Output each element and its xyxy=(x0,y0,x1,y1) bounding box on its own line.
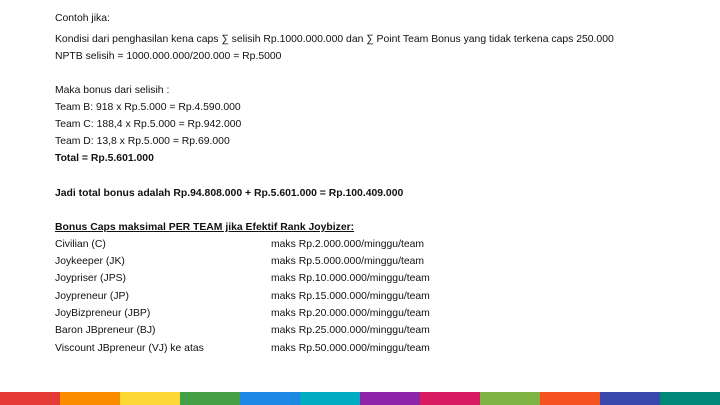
decorative-color-bar xyxy=(0,392,720,405)
caps-amount: maks Rp.25.000.000/minggu/team xyxy=(271,325,430,336)
color-bar-segment xyxy=(180,392,240,405)
caps-row xyxy=(55,324,475,337)
color-bar-segment xyxy=(120,392,180,405)
nptb-text: NPTB selisih = 1000.000.000/200.000 = Rp.5000 xyxy=(55,51,282,62)
selisih-line-team-b: Team B: 918 x Rp.5.000 = Rp.4.590.000 xyxy=(55,102,241,113)
example-heading: Contoh jika: xyxy=(55,13,110,24)
caps-row xyxy=(55,255,475,268)
caps-amount: maks Rp.15.000.000/minggu/team xyxy=(271,291,430,302)
selisih-intro: Maka bonus dari selisih : xyxy=(55,85,170,96)
caps-row xyxy=(55,307,475,320)
caps-row xyxy=(55,342,475,355)
caps-rank: Joypriser (JPS) xyxy=(55,273,127,284)
caps-amount: maks Rp.2.000.000/minggu/team xyxy=(271,239,425,250)
color-bar-segment xyxy=(360,392,420,405)
caps-rank: Viscount JBpreneur (VJ) ke atas xyxy=(55,343,204,354)
caps-rank: JoyBizpreneur (JBP) xyxy=(55,308,151,319)
caps-row xyxy=(55,238,475,251)
color-bar-segment xyxy=(240,392,300,405)
summary-text: Jadi total bonus adalah Rp.94.808.000 + Rp.5.601.000 = Rp.100.409.000 xyxy=(55,188,404,199)
caps-amount: maks Rp.10.000.000/minggu/team xyxy=(271,273,430,284)
caps-rank: Joykeeper (JK) xyxy=(55,256,125,267)
color-bar-segment xyxy=(300,392,360,405)
caps-rank: Civilian (C) xyxy=(55,239,106,250)
condition-text: Kondisi dari penghasilan kena caps ∑ selisih Rp.1000.000.000 dan ∑ Point Team Bonus yang tidak terkena caps 250.000 xyxy=(55,34,614,45)
caps-amount: maks Rp.5.000.000/minggu/team xyxy=(271,256,425,267)
caps-amount: maks Rp.20.000.000/minggu/team xyxy=(271,308,430,319)
caps-row xyxy=(55,272,475,285)
color-bar-segment xyxy=(600,392,660,405)
caps-row xyxy=(55,290,475,303)
caps-heading: Bonus Caps maksimal PER TEAM jika Efektif Rank Joybizer: xyxy=(55,222,355,233)
caps-rank: Joypreneur (JP) xyxy=(55,291,129,302)
caps-amount: maks Rp.50.000.000/minggu/team xyxy=(271,343,430,354)
color-bar-segment xyxy=(60,392,120,405)
color-bar-segment xyxy=(480,392,540,405)
color-bar-segment xyxy=(0,392,60,405)
color-bar-segment xyxy=(660,392,720,405)
color-bar-segment xyxy=(420,392,480,405)
caps-rank: Baron JBpreneur (BJ) xyxy=(55,325,156,336)
selisih-line-team-c: Team C: 188,4 x Rp.5.000 = Rp.942.000 xyxy=(55,119,242,130)
selisih-line-team-d: Team D: 13,8 x Rp.5.000 = Rp.69.000 xyxy=(55,136,230,147)
color-bar-segment xyxy=(540,392,600,405)
selisih-total: Total = Rp.5.601.000 xyxy=(55,153,154,164)
